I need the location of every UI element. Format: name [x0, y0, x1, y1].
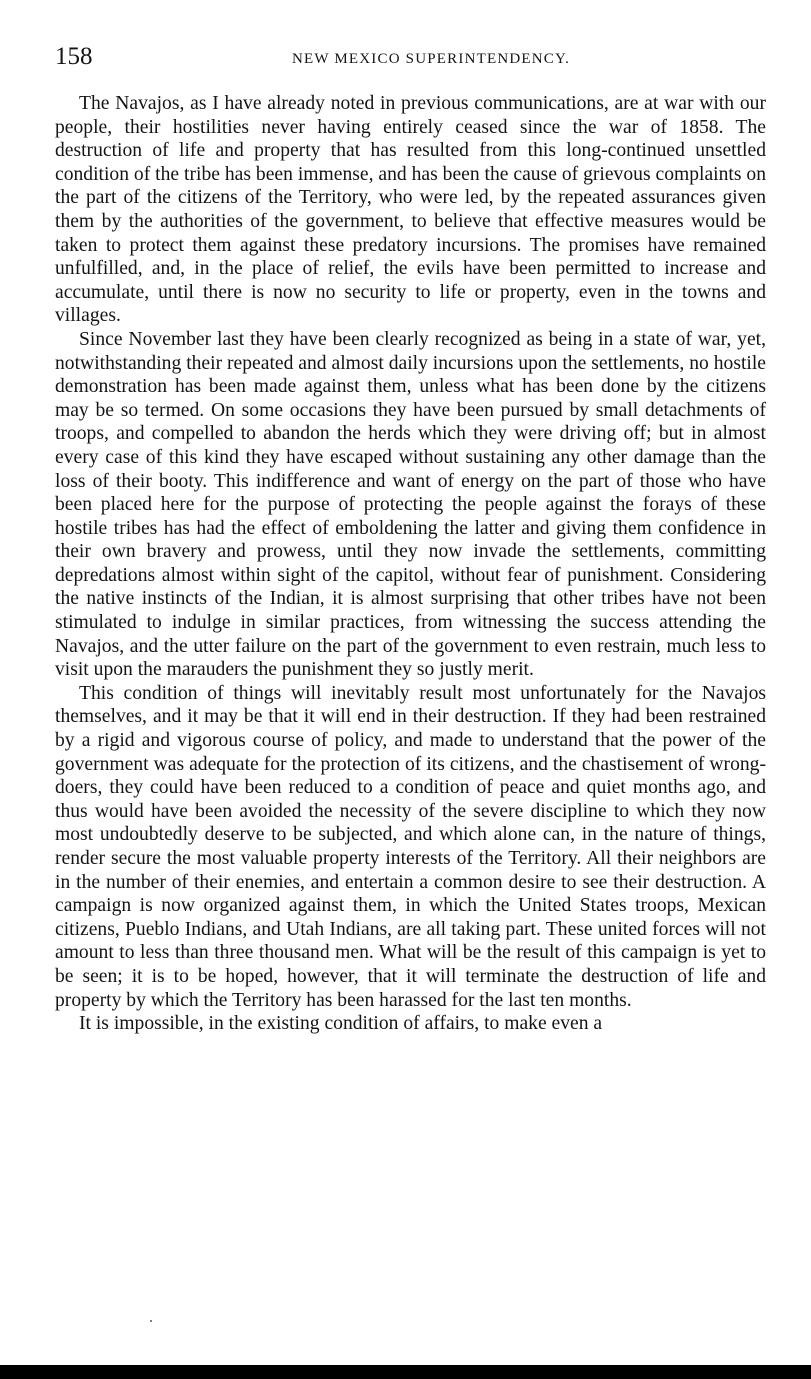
- paragraph-state-of-war: Since November last they have been clearly recognized as being in a state of war, yet, notwithstanding their repeated and almost daily incursions upon the settlements, no hostile demonstration has been made against them, unless what has been done by the citizens may be so termed. On some occasions they have been pursued by small detachments of troops, and compelled to abandon the herds which they were driving off; but in almost every case of this kind they have escaped without sustaining any other damage than the loss of their booty. This indifference and want of energy on the part of those who have been placed here for the purpose of protecting the people against the forays of these hostile tribes has had the effect of emboldening the latter and giving them confidence in their own bravery and prowess, until they now invade the settlements, committing depredations almost within sight of the capitol, without fear of punishment. Considering the native instincts of the Indian, it is almost surprising that other tribes have not been stimulated to indulge in similar practices, from witnessing the success attending the Navajos, and the utter failure on the part of the government to even restrain, much less to visit upon the marauders the punishment they so justly merit.: [55, 328, 766, 681]
- body-text: [55, 92, 766, 1036]
- paragraph-campaign: This condition of things will inevitably result most unfortunately for the Navajos themselves, and it may be that it will end in their destruction. If they had been restrained by a rigid and vigorous course of policy, and made to understand that the power of the government was adequate for the protection of its citizens, and the chastisement of wrong-doers, they could have been reduced to a condition of peace and quiet months ago, and thus would have been avoided the necessity of the severe discipline to which they now most undoubtedly deserve to be subjected, and which alone can, in the nature of things, render secure the most valuable property interests of the Territory. All their neighbors are in the number of their enemies, and entertain a common desire to see their destruction. A campaign is now organized against them, in which the United States troops, Mexican citizens, Pueblo Indians, and Utah Indians, are all taking part. These united forces will not amount to less than three thousand men. What will be the result of this campaign is yet to be seen; it is to be hoped, however, that it will terminate the destruction of life and property by which the Territory has been harassed for the last ten months.: [55, 682, 766, 1011]
- paragraph-navajo-hostilities: The Navajos, as I have already noted in previous communications, are at war with our people, their hostilities never having entirely ceased since the war of 1858. The destruction of life and property that has resulted from this long-continued unsettled condition of the tribe has been immense, and has been the cause of grievous complaints on the part of the citizens of the Territory, who were led, by the repeated assurances given them by the authorities of the government, to believe that effective measures would be taken to protect them against these predatory incursions. The promises have remained unfulfilled, and, in the place of relief, the evils have been permitted to increase and accumulate, until there is now no security to life or property, even in the towns and villages.: [55, 93, 766, 327]
- scan-speck: [150, 1320, 152, 1322]
- paragraph-continued: It is impossible, in the existing condition of affairs, to make even a: [79, 1013, 603, 1035]
- scan-border: [0, 1365, 811, 1379]
- page-number: 158: [55, 43, 93, 70]
- page-header: [55, 42, 767, 72]
- running-head: NEW MEXICO SUPERINTENDENCY.: [291, 51, 571, 67]
